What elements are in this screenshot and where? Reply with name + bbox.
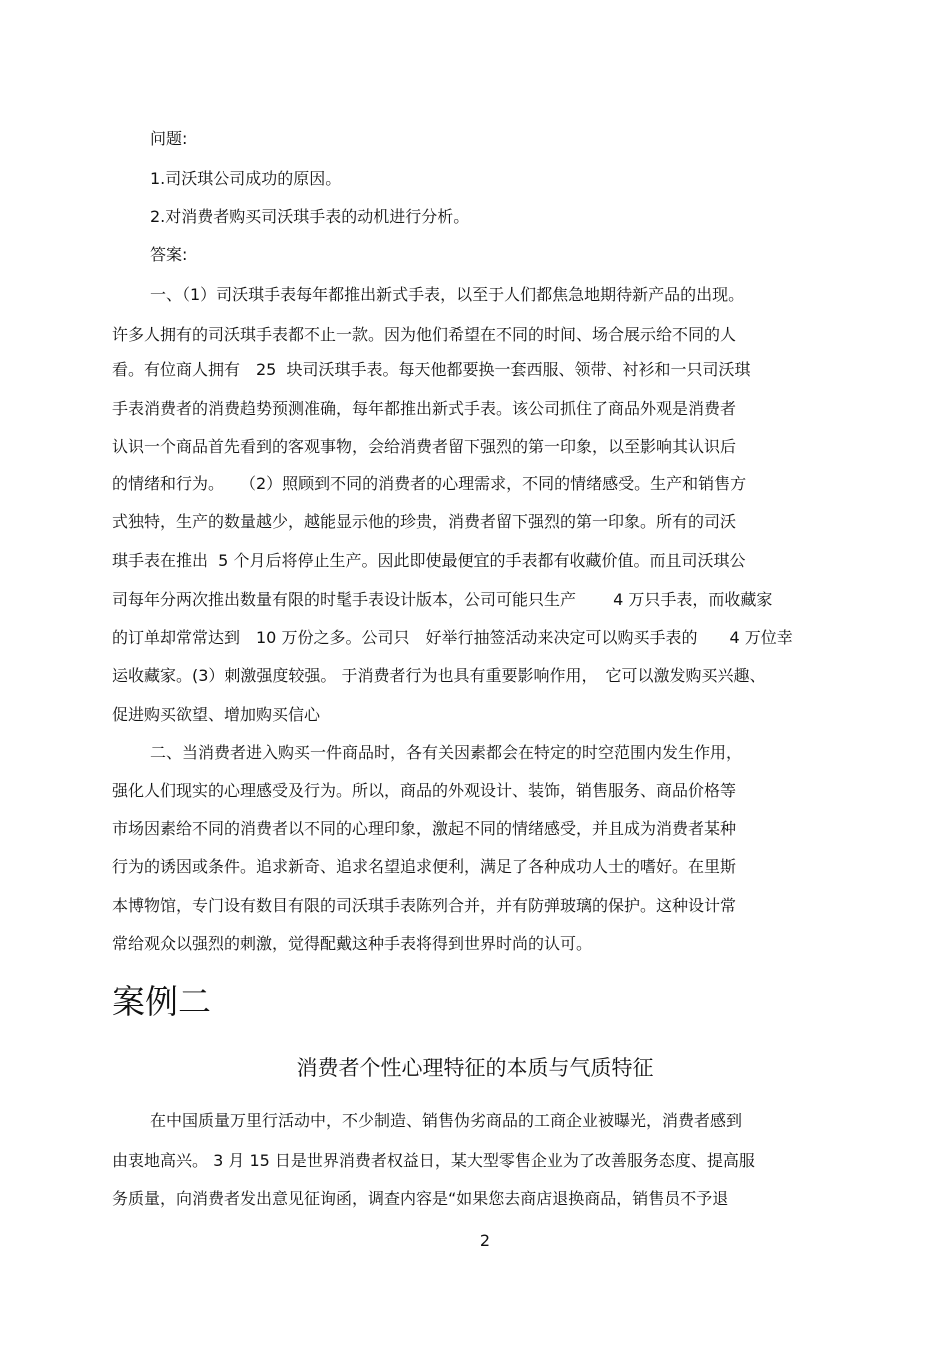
answer-text-line: 琪手表在推出 5 个月后将停止生产。因此即使最便宜的手表都有收藏价值。而且司沃琪公 (112, 551, 746, 570)
case-text-line: 由衷地高兴。 3 月 15 日是世界消费者权益日，某大型零售企业为了改善服务态度、提高服 (112, 1151, 755, 1170)
answer-text-line: 市场因素给不同的消费者以不同的心理印象，激起不同的情绪感受，并且成为消费者某种 (112, 819, 737, 838)
page-number: 2 (479, 1231, 491, 1250)
question-item: 2.对消费者购买司沃琪手表的动机进行分析。 (150, 207, 470, 226)
answer-text-line: 本博物馆，专门设有数目有限的司沃琪手表陈列合并，并有防弹玻璃的保护。这种设计常 (112, 896, 737, 915)
answer-text-line: 许多人拥有的司沃琪手表都不止一款。因为他们希望在不同的时间、场合展示给不同的人 (112, 325, 737, 344)
answer-text-line: 的情绪和行为。 （2）照顾到不同的消费者的心理需求，不同的情绪感受。生产和销售方 (112, 474, 747, 493)
section-subtitle: 消费者个性心理特征的本质与气质特征 (296, 1056, 654, 1080)
section-heading: 案例二 (112, 982, 211, 1021)
answer-text-line: 认识一个商品首先看到的客观事物，会给消费者留下强烈的第一印象，以至影响其认识后 (112, 437, 737, 456)
case-text-line: 务质量，向消费者发出意见征询函，调查内容是“如果您去商店退换商品，销售员不予退 (112, 1189, 729, 1208)
case-text-line: 在中国质量万里行活动中，不少制造、销售伪劣商品的工商企业被曝光，消费者感到 (150, 1111, 743, 1130)
answer-text-line: 手表消费者的消费趋势预测准确，每年都推出新式手表。该公司抓住了商品外观是消费者 (112, 399, 737, 418)
answer-text-line: 运收藏家。(3）刺激强度较强。 于消费者行为也具有重要影响作用， 它可以激发购买兴趣、 (112, 666, 766, 685)
answer-text-line: 二、当消费者进入购买一件商品时，各有关因素都会在特定的时空范围内发生作用， (150, 743, 743, 762)
answer-text-line: 式独特，生产的数量越少，越能显示他的珍贵，消费者留下强烈的第一印象。所有的司沃 (112, 512, 737, 531)
question-label: 问题: (150, 129, 188, 148)
answer-label: 答案: (150, 245, 188, 264)
answer-text-line: 常给观众以强烈的刺激，觉得配戴这种手表将得到世界时尚的认可。 (112, 934, 593, 953)
answer-text-line: 的订单却常常达到 10 万份之多。公司只 好举行抽签活动来决定可以购买手表的 4 万位幸 (112, 628, 793, 647)
answer-text-line: 促进购买欲望、增加购买信心 (112, 705, 321, 724)
answer-text-line: 一、（1）司沃琪手表每年都推出新式手表，以至于人们都焦急地期待新产品的出现。 (150, 285, 745, 304)
answer-text-line: 司每年分两次推出数量有限的时髦手表设计版本，公司可能只生产 4 万只手表，而收藏家 (112, 590, 773, 609)
answer-text-line: 行为的诱因或条件。追求新奇、追求名望追求便利，满足了各种成功人士的嗜好。在里斯 (112, 857, 737, 876)
answer-text-line: 看。有位商人拥有 25 块司沃琪手表。每天他都要换一套西服、领带、衬衫和一只司沃琪 (112, 360, 751, 379)
answer-text-line: 强化人们现实的心理感受及行为。所以，商品的外观设计、装饰，销售服务、商品价格等 (112, 781, 737, 800)
question-item: 1.司沃琪公司成功的原因。 (150, 169, 342, 188)
